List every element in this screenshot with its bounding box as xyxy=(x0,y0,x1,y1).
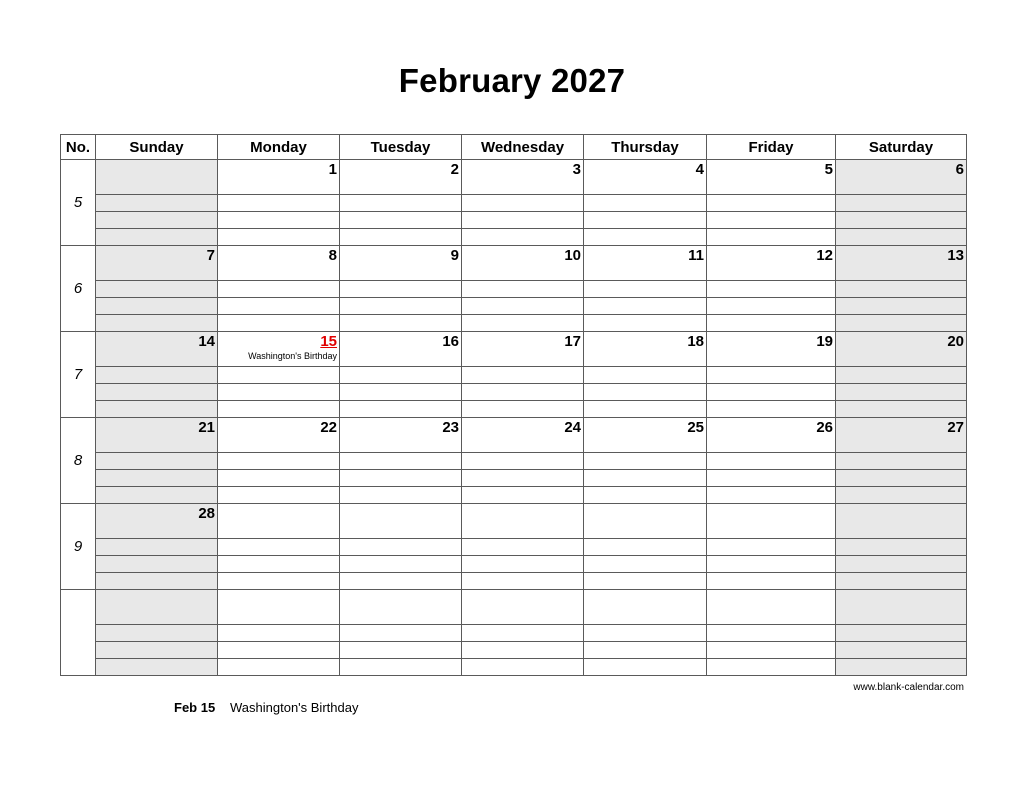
note-line[interactable] xyxy=(96,659,218,676)
note-line[interactable] xyxy=(707,401,836,418)
note-line-row xyxy=(61,625,967,642)
day-number: 4 xyxy=(695,161,704,178)
note-line[interactable] xyxy=(836,659,967,676)
day-cell[interactable] xyxy=(96,246,218,281)
note-line[interactable] xyxy=(340,315,462,332)
day-number: 6 xyxy=(955,161,964,178)
day-number: 1 xyxy=(328,161,337,178)
note-line[interactable] xyxy=(218,659,340,676)
note-line[interactable] xyxy=(707,367,836,384)
day-cell[interactable] xyxy=(218,246,340,281)
week-row xyxy=(61,418,967,453)
note-line[interactable] xyxy=(462,229,584,246)
note-line[interactable] xyxy=(462,539,584,556)
day-number: 16 xyxy=(442,333,459,350)
footer-url: www.blank-calendar.com xyxy=(853,682,964,693)
day-cell[interactable] xyxy=(218,332,340,367)
week-row xyxy=(61,504,967,539)
week-row xyxy=(61,590,967,625)
note-line[interactable] xyxy=(836,573,967,590)
note-line[interactable] xyxy=(218,401,340,418)
note-line[interactable] xyxy=(340,367,462,384)
day-number xyxy=(584,504,706,506)
day-number xyxy=(462,590,583,592)
note-line[interactable] xyxy=(96,556,218,573)
note-line[interactable] xyxy=(584,453,707,470)
header-friday: Friday xyxy=(707,135,836,160)
note-line[interactable] xyxy=(462,401,584,418)
note-line[interactable] xyxy=(462,659,584,676)
note-line[interactable] xyxy=(340,281,462,298)
day-number: 18 xyxy=(687,333,704,350)
week-row xyxy=(61,332,967,367)
header-week-no: No. xyxy=(61,135,96,160)
note-line[interactable] xyxy=(96,401,218,418)
day-cell[interactable] xyxy=(96,504,218,539)
note-line-row xyxy=(61,453,967,470)
note-line-row xyxy=(61,298,967,315)
note-line[interactable] xyxy=(96,384,218,401)
day-cell[interactable] xyxy=(462,332,584,367)
day-number: 13 xyxy=(947,247,964,264)
note-line[interactable] xyxy=(584,195,707,212)
note-line-row xyxy=(61,384,967,401)
page-title: February 2027 xyxy=(398,62,626,99)
week-number: 8 xyxy=(61,418,96,504)
day-number xyxy=(218,590,339,592)
day-number: 7 xyxy=(206,247,215,264)
day-cell[interactable] xyxy=(340,418,462,453)
day-number: 10 xyxy=(564,247,581,264)
day-cell[interactable] xyxy=(584,504,707,539)
week-row xyxy=(61,160,967,195)
note-line[interactable] xyxy=(707,539,836,556)
day-cell[interactable] xyxy=(218,418,340,453)
note-line[interactable] xyxy=(96,642,218,659)
note-line[interactable] xyxy=(584,470,707,487)
note-line[interactable] xyxy=(584,556,707,573)
note-line[interactable] xyxy=(707,195,836,212)
note-line[interactable] xyxy=(584,539,707,556)
note-line[interactable] xyxy=(462,573,584,590)
note-line[interactable] xyxy=(96,539,218,556)
note-line[interactable] xyxy=(707,298,836,315)
day-cell[interactable] xyxy=(340,590,462,625)
note-line[interactable] xyxy=(707,625,836,642)
day-cell[interactable] xyxy=(462,504,584,539)
note-line[interactable] xyxy=(584,229,707,246)
note-line[interactable] xyxy=(218,298,340,315)
note-line[interactable] xyxy=(462,470,584,487)
calendar-grid xyxy=(60,134,967,676)
note-line[interactable] xyxy=(584,384,707,401)
day-cell[interactable] xyxy=(584,418,707,453)
day-number: 2 xyxy=(450,161,459,178)
note-line[interactable] xyxy=(462,487,584,504)
note-line[interactable] xyxy=(96,470,218,487)
note-line[interactable] xyxy=(462,556,584,573)
note-line[interactable] xyxy=(707,573,836,590)
note-line[interactable] xyxy=(462,281,584,298)
note-line[interactable] xyxy=(462,298,584,315)
day-number: 24 xyxy=(564,419,581,436)
note-line[interactable] xyxy=(340,229,462,246)
day-cell[interactable] xyxy=(707,590,836,625)
note-line[interactable] xyxy=(707,470,836,487)
note-line[interactable] xyxy=(462,367,584,384)
note-line[interactable] xyxy=(96,298,218,315)
header-saturday: Saturday xyxy=(836,135,967,160)
day-number: 3 xyxy=(572,161,581,178)
note-line[interactable] xyxy=(584,315,707,332)
note-line[interactable] xyxy=(96,453,218,470)
note-line[interactable] xyxy=(584,487,707,504)
note-line[interactable] xyxy=(340,573,462,590)
note-line[interactable] xyxy=(584,642,707,659)
note-line[interactable] xyxy=(584,659,707,676)
day-cell[interactable] xyxy=(218,160,340,195)
note-line[interactable] xyxy=(584,401,707,418)
header-row xyxy=(61,135,967,160)
header-monday: Monday xyxy=(218,135,340,160)
week-row xyxy=(61,246,967,281)
day-number xyxy=(707,504,835,506)
note-line[interactable] xyxy=(340,625,462,642)
note-line[interactable] xyxy=(218,281,340,298)
note-line[interactable] xyxy=(462,195,584,212)
note-line[interactable] xyxy=(96,487,218,504)
day-number xyxy=(836,590,966,592)
day-number: 11 xyxy=(688,247,704,264)
day-cell[interactable] xyxy=(836,160,967,195)
note-line[interactable] xyxy=(218,229,340,246)
day-cell[interactable] xyxy=(584,332,707,367)
note-line[interactable] xyxy=(707,229,836,246)
header-tuesday: Tuesday xyxy=(340,135,462,160)
note-line[interactable] xyxy=(707,556,836,573)
note-line[interactable] xyxy=(584,573,707,590)
note-line[interactable] xyxy=(836,453,967,470)
note-line[interactable] xyxy=(218,556,340,573)
note-line[interactable] xyxy=(707,281,836,298)
note-line-row xyxy=(61,229,967,246)
note-line[interactable] xyxy=(218,487,340,504)
day-number: 28 xyxy=(198,505,215,522)
note-line[interactable] xyxy=(340,556,462,573)
note-line[interactable] xyxy=(836,229,967,246)
day-number xyxy=(462,504,583,506)
day-cell[interactable] xyxy=(462,418,584,453)
note-line[interactable] xyxy=(340,487,462,504)
day-number xyxy=(707,590,835,592)
week-number: 7 xyxy=(61,332,96,418)
day-cell[interactable] xyxy=(707,160,836,195)
note-line[interactable] xyxy=(340,195,462,212)
note-line[interactable] xyxy=(836,487,967,504)
note-line[interactable] xyxy=(707,453,836,470)
note-line-row xyxy=(61,659,967,676)
note-line[interactable] xyxy=(462,384,584,401)
day-number: 14 xyxy=(198,333,215,350)
day-cell[interactable] xyxy=(584,160,707,195)
note-line[interactable] xyxy=(218,367,340,384)
note-line[interactable] xyxy=(96,625,218,642)
note-line-row xyxy=(61,573,967,590)
note-line[interactable] xyxy=(96,573,218,590)
note-line[interactable] xyxy=(836,401,967,418)
note-line[interactable] xyxy=(218,470,340,487)
note-line[interactable] xyxy=(218,453,340,470)
day-cell[interactable] xyxy=(462,160,584,195)
header-sunday: Sunday xyxy=(96,135,218,160)
note-line-row xyxy=(61,281,967,298)
day-number: 17 xyxy=(564,333,581,350)
note-line[interactable] xyxy=(707,659,836,676)
day-cell[interactable] xyxy=(707,246,836,281)
day-cell[interactable] xyxy=(836,418,967,453)
note-line[interactable] xyxy=(218,195,340,212)
week-number xyxy=(61,590,96,676)
day-number: 9 xyxy=(450,247,459,264)
note-line[interactable] xyxy=(836,642,967,659)
note-line-row xyxy=(61,315,967,332)
holiday-legend xyxy=(174,700,358,715)
note-line[interactable] xyxy=(340,539,462,556)
note-line[interactable] xyxy=(340,642,462,659)
note-line[interactable] xyxy=(340,384,462,401)
note-line[interactable] xyxy=(340,453,462,470)
note-line[interactable] xyxy=(340,659,462,676)
note-line[interactable] xyxy=(836,367,967,384)
note-line[interactable] xyxy=(218,315,340,332)
day-cell[interactable] xyxy=(340,332,462,367)
day-number: 27 xyxy=(947,419,964,436)
note-line[interactable] xyxy=(218,625,340,642)
header-thursday: Thursday xyxy=(584,135,707,160)
note-line[interactable] xyxy=(836,212,967,229)
day-cell[interactable] xyxy=(707,504,836,539)
note-line-row xyxy=(61,556,967,573)
note-line[interactable] xyxy=(836,384,967,401)
note-line[interactable] xyxy=(218,642,340,659)
day-number: 25 xyxy=(687,419,704,436)
day-cell[interactable] xyxy=(836,332,967,367)
note-line[interactable] xyxy=(462,453,584,470)
day-cell[interactable] xyxy=(836,590,967,625)
week-number: 9 xyxy=(61,504,96,590)
day-number: 5 xyxy=(824,161,833,178)
day-number xyxy=(96,590,217,592)
note-line[interactable] xyxy=(836,556,967,573)
day-number xyxy=(96,160,217,162)
day-cell[interactable] xyxy=(584,246,707,281)
day-cell[interactable] xyxy=(96,590,218,625)
note-line[interactable] xyxy=(707,212,836,229)
note-line[interactable] xyxy=(707,487,836,504)
legend-date: Feb 15 xyxy=(174,700,216,715)
day-cell[interactable] xyxy=(218,590,340,625)
day-number xyxy=(836,504,966,506)
note-line[interactable] xyxy=(218,384,340,401)
day-number xyxy=(218,504,339,506)
note-line[interactable] xyxy=(462,315,584,332)
day-cell[interactable] xyxy=(340,246,462,281)
note-line[interactable] xyxy=(707,642,836,659)
note-line[interactable] xyxy=(462,642,584,659)
note-line[interactable] xyxy=(96,229,218,246)
day-cell[interactable] xyxy=(707,418,836,453)
note-line[interactable] xyxy=(836,281,967,298)
note-line[interactable] xyxy=(96,281,218,298)
note-line[interactable] xyxy=(836,195,967,212)
week-number: 5 xyxy=(61,160,96,246)
day-cell[interactable] xyxy=(836,504,967,539)
note-line[interactable] xyxy=(96,367,218,384)
day-cell[interactable] xyxy=(584,590,707,625)
note-line-row xyxy=(61,195,967,212)
note-line[interactable] xyxy=(707,384,836,401)
note-line[interactable] xyxy=(96,212,218,229)
note-line[interactable] xyxy=(340,401,462,418)
note-line[interactable] xyxy=(707,315,836,332)
note-line-row xyxy=(61,487,967,504)
day-cell[interactable] xyxy=(462,246,584,281)
day-cell[interactable] xyxy=(836,246,967,281)
note-line-row xyxy=(61,367,967,384)
day-cell[interactable] xyxy=(340,504,462,539)
holiday-name: Washington's Birthday xyxy=(248,351,337,361)
note-line[interactable] xyxy=(836,625,967,642)
note-line[interactable] xyxy=(836,539,967,556)
day-number: 12 xyxy=(816,247,833,264)
day-number xyxy=(340,504,461,506)
header-wednesday: Wednesday xyxy=(462,135,584,160)
day-number: 26 xyxy=(816,419,833,436)
note-line[interactable] xyxy=(836,315,967,332)
note-line[interactable] xyxy=(218,573,340,590)
note-line[interactable] xyxy=(584,625,707,642)
note-line[interactable] xyxy=(584,281,707,298)
day-number xyxy=(340,590,461,592)
note-line-row xyxy=(61,212,967,229)
note-line[interactable] xyxy=(584,298,707,315)
day-number: 8 xyxy=(328,247,337,264)
note-line-row xyxy=(61,539,967,556)
day-number: 23 xyxy=(442,419,459,436)
note-line[interactable] xyxy=(836,470,967,487)
day-cell[interactable] xyxy=(340,160,462,195)
note-line[interactable] xyxy=(340,212,462,229)
day-cell[interactable] xyxy=(462,590,584,625)
note-line-row xyxy=(61,401,967,418)
day-cell[interactable] xyxy=(218,504,340,539)
note-line[interactable] xyxy=(96,195,218,212)
legend-holiday-name: Washington's Birthday xyxy=(230,700,359,715)
note-line[interactable] xyxy=(340,298,462,315)
note-line[interactable] xyxy=(96,315,218,332)
day-number: 19 xyxy=(816,333,833,350)
note-line[interactable] xyxy=(836,298,967,315)
note-line-row xyxy=(61,470,967,487)
note-line[interactable] xyxy=(462,625,584,642)
note-line[interactable] xyxy=(584,212,707,229)
note-line[interactable] xyxy=(218,539,340,556)
day-number: 15 xyxy=(320,333,337,350)
day-cell[interactable] xyxy=(96,332,218,367)
day-number: 21 xyxy=(198,419,215,436)
week-number: 6 xyxy=(61,246,96,332)
day-cell[interactable] xyxy=(96,418,218,453)
day-cell[interactable] xyxy=(96,160,218,195)
day-number: 20 xyxy=(947,333,964,350)
day-number: 22 xyxy=(320,419,337,436)
note-line[interactable] xyxy=(462,212,584,229)
day-number xyxy=(584,590,706,592)
note-line[interactable] xyxy=(584,367,707,384)
day-cell[interactable] xyxy=(707,332,836,367)
note-line-row xyxy=(61,642,967,659)
note-line[interactable] xyxy=(218,212,340,229)
note-line[interactable] xyxy=(340,470,462,487)
